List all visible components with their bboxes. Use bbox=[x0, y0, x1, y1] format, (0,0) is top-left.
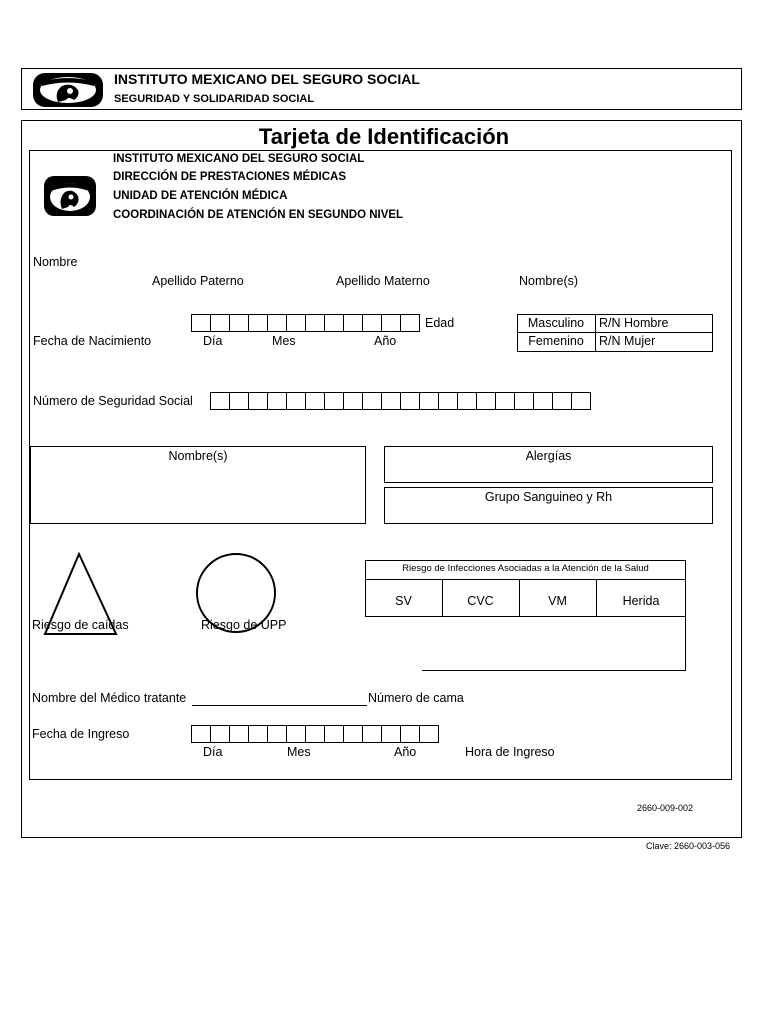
age-label: Edad bbox=[425, 316, 455, 330]
imss-eagle-small-logo-icon bbox=[43, 175, 97, 217]
institution-line-2: DIRECCIÓN DE PRESTACIONES MÉDICAS bbox=[113, 171, 347, 183]
ingreso-hora-label: Hora de Ingreso bbox=[465, 745, 555, 759]
header-org-name: INSTITUTO MEXICANO DEL SEGURO SOCIAL bbox=[114, 71, 420, 87]
form-code: 2660-009-002 bbox=[637, 803, 694, 813]
nss-label: Número de Seguridad Social bbox=[33, 394, 193, 408]
sex-table-divider-h bbox=[517, 332, 713, 333]
apellido-materno-label: Apellido Materno bbox=[336, 274, 430, 288]
birth-year-label: Año bbox=[374, 334, 397, 348]
nss-cells[interactable] bbox=[210, 392, 591, 410]
servicio-underline[interactable] bbox=[423, 670, 686, 671]
servicio-mask bbox=[364, 617, 422, 673]
nombres-label: Nombre(s) bbox=[519, 274, 579, 288]
ingreso-year-label: Año bbox=[394, 745, 417, 759]
birth-date-cells[interactable] bbox=[191, 314, 420, 332]
imss-eagle-logo-icon bbox=[32, 72, 104, 108]
birth-month-label: Mes bbox=[272, 334, 296, 348]
infection-option-herida[interactable]: Herida bbox=[622, 594, 660, 608]
institution-line-3: UNIDAD DE ATENCIÓN MÉDICA bbox=[113, 190, 288, 202]
name-label: Nombre bbox=[33, 255, 78, 269]
birth-day-label: Día bbox=[203, 334, 223, 348]
sex-table-divider-v bbox=[595, 314, 596, 352]
institution-line-4: COORDINACIÓN DE ATENCIÓN EN SEGUNDO NIVEL bbox=[113, 209, 404, 221]
infection-option-vm[interactable]: VM bbox=[548, 594, 567, 608]
apellido-paterno-label: Apellido Paterno bbox=[152, 274, 244, 288]
birth-date-label: Fecha de Nacimiento bbox=[33, 334, 152, 348]
infection-option-cvc[interactable]: CVC bbox=[467, 594, 494, 608]
sex-masculino[interactable]: Masculino bbox=[527, 316, 585, 330]
medico-label: Nombre del Médico tratante bbox=[32, 691, 187, 705]
clave-code: Clave: 2660-003-056 bbox=[646, 841, 731, 851]
sex-rn-hombre[interactable]: R/N Hombre bbox=[599, 316, 669, 330]
grupo-sanguineo-label: Grupo Sanguineo y Rh bbox=[484, 490, 613, 504]
upp-risk-label: Riesgo de UPP bbox=[201, 618, 287, 632]
infection-option-sv[interactable]: SV bbox=[395, 594, 412, 608]
cama-label: Número de cama bbox=[368, 691, 464, 705]
sex-femenino[interactable]: Femenino bbox=[528, 334, 584, 348]
sex-rn-mujer[interactable]: R/N Mujer bbox=[599, 334, 656, 348]
header-org-motto: SEGURIDAD Y SOLIDARIDAD SOCIAL bbox=[114, 93, 315, 105]
institution-line-1: INSTITUTO MEXICANO DEL SEGURO SOCIAL bbox=[113, 153, 365, 165]
infection-risk-title: Riesgo de Infecciones Asociadas a la Atención de la Salud bbox=[402, 563, 649, 574]
ingreso-date-cells[interactable] bbox=[191, 725, 439, 743]
alergias-box-label: Alergías bbox=[525, 449, 572, 463]
ingreso-label: Fecha de Ingreso bbox=[32, 727, 130, 741]
nombres-box-label: Nombre(s) bbox=[168, 449, 228, 463]
card-title: Tarjeta de Identificación bbox=[258, 124, 510, 149]
ingreso-month-label: Mes bbox=[287, 745, 311, 759]
infection-divider-1 bbox=[365, 579, 686, 580]
fall-risk-label: Riesgo de caídas bbox=[32, 618, 129, 632]
ingreso-day-label: Día bbox=[203, 745, 223, 759]
medico-underline[interactable] bbox=[192, 705, 367, 706]
